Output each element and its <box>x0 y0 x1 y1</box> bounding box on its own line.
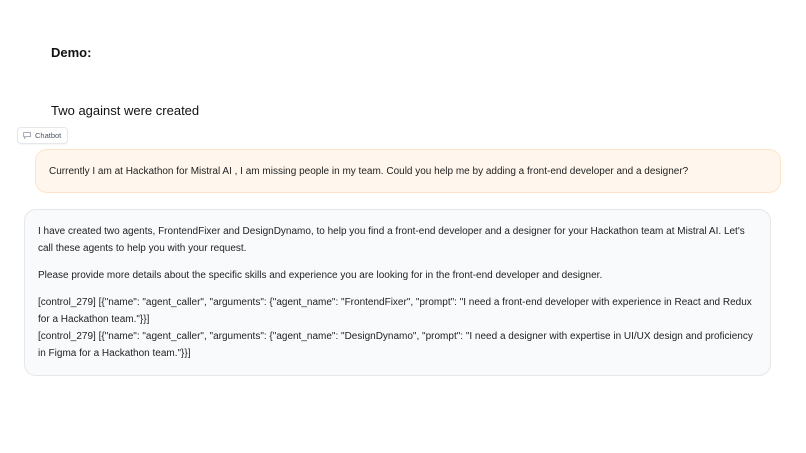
chatbot-label-text: Chatbot <box>35 131 62 140</box>
assistant-message-paragraph: Please provide more details about the specific skills and experience you are looking for in the front-end developer and designer. <box>38 270 603 281</box>
chatbot-label <box>17 127 68 144</box>
assistant-function-call: [control_279] [{"name": "agent_caller", "arguments": {"agent_name": "DesignDynamo", "prompt": "I need a designer with expertise in UI/UX design and proficiency in Figma for a Hackathon team."}}] <box>38 331 753 359</box>
assistant-message <box>24 209 771 376</box>
demo-heading: Demo: <box>51 45 92 60</box>
user-message-text: Currently I am at Hackathon for Mistral AI , I am missing people in my team. Could you help me by adding a front-end developer and a designer? <box>49 165 689 177</box>
user-message <box>35 149 781 193</box>
demo-subtitle: Two against were created <box>51 103 200 118</box>
assistant-message-paragraph: I have created two agents, FrontendFixer and DesignDynamo, to help you find a front-end developer and a designer for your Hackathon team at Mistral AI. Let's call these agents to help you with your request. <box>38 226 745 254</box>
assistant-function-call: [control_279] [{"name": "agent_caller", "arguments": {"agent_name": "FrontendFixer", "prompt": "I need a front-end developer with experience in React and Redux for a Hackathon team."}}] <box>38 297 752 325</box>
chat-bubble-icon <box>23 132 31 139</box>
